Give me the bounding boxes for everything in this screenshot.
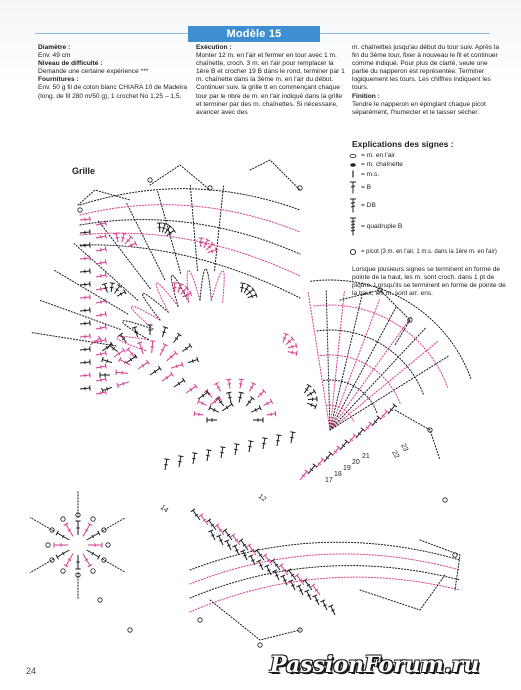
round-number: 19 — [343, 465, 351, 472]
diameter-value: Env. 49 cm — [38, 52, 71, 60]
site-watermark: PassionForum.ru — [270, 652, 480, 678]
legend-label: = m. chaînette — [361, 161, 403, 168]
supplies-value: Env. 50 g fil de coton blanc CHIARA 10 de Madeira (long. de fil 280 m/50 g), 1 crochet No 1,25 – 1,5. — [38, 84, 188, 100]
finishing-text: Tendre le napperon en épinglant chaque picot séparément, l'humecter et le laisser sécher. — [352, 100, 486, 116]
legend-note: Lorsque plusieurs signes se terminent en forme de pointe de la haut, les m. sont croch. dans 1 pt de piqûre. Lorsqu'ils se terminent en forme de pointe de la haut, les m. sont arr. ens. — [352, 266, 506, 297]
legend-label: = m.s. — [361, 170, 380, 178]
signs-title: Explications des signes : — [352, 139, 454, 149]
round-number: 17 — [325, 477, 333, 484]
round-number: 22 — [390, 449, 401, 460]
difficulty-value: Demande une certaine expérience *** — [38, 68, 149, 76]
execution-continuation: m. chaînettes jusqu'au début du tour suiv. Après la fin du 3ème tour, fixer à nouveau le fil et continuer comme indiqué. Pour plus de clarté, seule une partie du napperon est représentée. Terminer logiquement les tours. Les chiffres indiquent les tours. — [352, 44, 500, 92]
difficulty-heading: Niveau de difficulté : — [38, 60, 103, 68]
round-number: 21 — [362, 453, 370, 460]
crochet-chart-marks — [30, 160, 471, 647]
page-number: 24 — [26, 666, 37, 676]
execution-heading: Exécution : — [196, 44, 232, 51]
model-title: Modèle 15 — [188, 26, 320, 42]
legend-label: = picot (3 m. en l'air, 1 m.s. dans la 1ère m. en l'air) — [361, 249, 497, 255]
round-number: 14 — [158, 504, 170, 515]
legend-label: = quadruple B — [361, 223, 403, 230]
round-number: 12 — [256, 493, 268, 504]
finishing-heading: Finition : — [352, 92, 380, 100]
round-number: 23 — [399, 442, 410, 453]
legend-label: = DB — [361, 202, 376, 209]
legend-label: = B — [361, 184, 372, 191]
round-number: 20 — [352, 459, 360, 466]
grille-label: Grille — [72, 166, 96, 176]
execution-text: Monter 12 m. en l'air et fermer en tour avec 1 m. chaînette, croch. 3 m. en l'air pour remplacer la 1ère B et crocher 19 B dans le rond, terminer par 1 m. chaînette dans la 3ème m. en l'air du début. Continuer suiv. la grille tt en commençant chaque tour par le nbre de m. en l'air indiqué dans la grille et terminer par des m. chaînettes. Si nécessaire, avancer avec des — [196, 52, 345, 116]
supplies-heading: Fournitures : — [38, 76, 79, 84]
round-number: 18 — [334, 471, 342, 478]
diameter-heading: Diamètre : — [38, 44, 71, 51]
legend-label: = m. en l'air — [361, 152, 396, 159]
